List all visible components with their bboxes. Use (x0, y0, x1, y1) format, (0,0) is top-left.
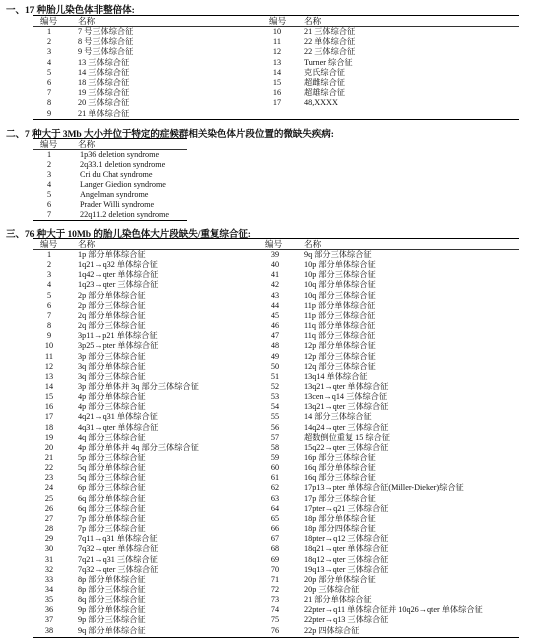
row-number: 17 (44, 412, 54, 422)
row-number: 43 (270, 290, 280, 300)
row-number: 50 (270, 361, 280, 371)
section1-bottom-rule (33, 119, 519, 120)
row-name: 14 部分三体综合征 (304, 412, 372, 422)
section3-title: 三、76 种大于 10Mb 的胎儿染色体大片段缺失/重复综合征: (6, 229, 251, 240)
row-name: 3q 部分三体综合征 (78, 371, 146, 381)
row-name: 克氏综合征 (304, 67, 345, 77)
row-name: 16q 部分三体综合征 (304, 473, 376, 483)
row-number: 7 (46, 210, 52, 219)
row-name: 7p 部分单体综合征 (78, 513, 146, 523)
row-number: 15 (272, 78, 282, 87)
row-number: 32 (44, 564, 54, 574)
row-name: 13q14 单体综合征 (304, 371, 368, 381)
row-name: 18 三体综合征 (78, 78, 130, 87)
row-name: 22pter→q11 单体综合征并 10q26→qter 单体综合征 (304, 605, 483, 615)
row-name: 21 三体综合征 (304, 27, 356, 36)
row-number: 1 (46, 250, 52, 259)
row-number: 8 (46, 321, 52, 331)
row-number: 10 (44, 341, 54, 351)
row-name: 20p 三体综合征 (304, 584, 360, 594)
row-name: 19 三体综合征 (78, 88, 130, 98)
row-name: 16p 部分三体综合征 (304, 453, 376, 462)
row-number: 13 (44, 371, 54, 381)
s3-right-name-header: 名称 (304, 239, 322, 249)
row-name: 18p 部分四体综合征 (304, 524, 376, 534)
row-number: 19 (44, 432, 54, 442)
row-name: 12q 部分三体综合征 (304, 361, 376, 371)
row-number: 16 (272, 88, 282, 98)
row-name: 2p 部分三体综合征 (78, 300, 146, 310)
row-number: 21 (44, 453, 54, 462)
row-number: 49 (270, 351, 280, 361)
row-name: 4q21→q31 单体综合征 (78, 412, 158, 422)
row-number: 33 (44, 574, 54, 584)
row-name: 9q 部分单体综合征 (78, 625, 146, 635)
row-number: 55 (270, 412, 280, 422)
row-number: 53 (270, 392, 280, 402)
row-number: 15 (44, 392, 54, 402)
row-number: 4 (46, 280, 52, 290)
row-number: 9 (46, 331, 52, 341)
row-number: 6 (46, 78, 52, 87)
row-number: 44 (270, 300, 280, 310)
row-number: 11 (45, 351, 53, 361)
row-number: 13 (272, 57, 282, 67)
row-name: 4p 部分单体综合征 (78, 392, 146, 402)
row-number: 47 (270, 331, 280, 341)
row-number: 69 (270, 554, 280, 564)
row-name: 12p 部分三体综合征 (304, 351, 376, 361)
row-number: 65 (270, 513, 280, 523)
s1-left-num-header: 编号 (40, 16, 58, 26)
row-name: 10p 部分单体综合征 (304, 260, 376, 270)
section1-title: 一、17 种胎儿染色体非整倍体: (6, 5, 135, 16)
row-number: 1 (46, 150, 52, 159)
row-number: 27 (44, 513, 54, 523)
row-name: 14q24→qter 三体综合征 (304, 422, 389, 432)
row-number: 37 (44, 615, 54, 625)
row-name: 17pter→q21 三体综合征 (304, 503, 389, 513)
row-number: 76 (270, 625, 280, 635)
row-number: 40 (270, 260, 280, 270)
row-name: 9q 部分三体综合征 (304, 250, 372, 259)
row-number: 57 (270, 432, 280, 442)
row-name: 4q 部分三体综合征 (78, 432, 146, 442)
row-name: 22pter→q13 三体综合征 (304, 615, 389, 625)
row-number: 16 (44, 402, 54, 412)
row-number: 4 (46, 57, 52, 67)
row-number: 51 (270, 371, 280, 381)
section3-bottom-rule (33, 637, 519, 638)
row-number: 34 (44, 584, 54, 594)
row-number: 31 (44, 554, 54, 564)
row-number: 5 (46, 190, 52, 199)
row-number: 62 (270, 483, 280, 493)
row-name: Angelman syndrome (80, 190, 149, 199)
row-name: 17p13→pter 单体综合征(Miller-Dieker)综合征 (304, 483, 464, 493)
row-name: 7q11→q31 单体综合征 (78, 534, 158, 544)
row-name: 3p25→pter 单体综合征 (78, 341, 159, 351)
row-number: 12 (272, 47, 282, 57)
s2-name-header: 名称 (78, 139, 96, 149)
row-number: 6 (46, 300, 52, 310)
row-number: 73 (270, 595, 280, 605)
s3-left-name-header: 名称 (78, 239, 96, 249)
row-number: 2 (46, 260, 52, 270)
row-name: 48,XXXX (304, 98, 338, 108)
row-number: 68 (270, 544, 280, 554)
row-number: 3 (46, 270, 52, 280)
s2-num-header: 编号 (40, 139, 58, 149)
row-name: 22 单体综合征 (304, 37, 356, 47)
row-number: 54 (270, 402, 280, 412)
row-name: 13 三体综合征 (78, 57, 130, 67)
row-name: 4p 部分三体综合征 (78, 402, 146, 412)
row-number: 3 (46, 170, 52, 179)
row-number: 29 (44, 534, 54, 544)
row-number: 36 (44, 605, 54, 615)
s3-right-num-header: 编号 (265, 239, 283, 249)
row-name: 20 三体综合征 (78, 98, 130, 108)
row-name: 7q32→qter 三体综合征 (78, 564, 159, 574)
row-number: 30 (44, 544, 54, 554)
row-name: 2q 部分三体综合征 (78, 321, 146, 331)
row-name: 11q 部分单体综合征 (304, 321, 376, 331)
row-name: 3p 部分单体并 3q 部分三体综合征 (78, 381, 199, 391)
row-number: 23 (44, 473, 54, 483)
row-name: 8q 部分三体综合征 (78, 595, 146, 605)
row-name: Langer Giedion syndrome (80, 180, 166, 189)
row-number: 58 (270, 442, 280, 452)
row-number: 61 (270, 473, 280, 483)
row-name: 22q11.2 deletion syndrome (80, 210, 170, 219)
row-number: 18 (44, 422, 54, 432)
row-number: 71 (270, 574, 280, 584)
row-number: 28 (44, 524, 54, 534)
row-name: 14 三体综合征 (78, 67, 130, 77)
row-name: 18q12→qter 三体综合征 (304, 554, 389, 564)
s1-left-name-header: 名称 (78, 16, 96, 26)
row-number: 72 (270, 584, 280, 594)
row-name: 13q21→qter 三体综合征 (304, 402, 389, 412)
row-name: 5q 部分单体综合征 (78, 463, 146, 473)
row-name: 15q22→qter 三体综合征 (304, 442, 389, 452)
row-name: 超雌综合征 (304, 78, 345, 87)
row-number: 22 (44, 463, 54, 473)
row-name: 9p 部分单体综合征 (78, 605, 146, 615)
row-number: 38 (44, 625, 54, 635)
row-number: 7 (46, 310, 52, 320)
row-number: 64 (270, 503, 280, 513)
s1-right-name-header: 名称 (304, 16, 322, 26)
row-number: 75 (270, 615, 280, 625)
row-number: 6 (46, 200, 52, 209)
row-name: 超数倒位重复 15 综合征 (304, 432, 390, 442)
row-number: 46 (270, 321, 280, 331)
row-name: 20p 部分单体综合征 (304, 574, 376, 584)
row-name: 18p 部分单体综合征 (304, 513, 376, 523)
row-name: 8p 部分单体综合征 (78, 574, 146, 584)
row-number: 66 (270, 524, 280, 534)
row-number: 9 (46, 108, 52, 118)
row-number: 59 (270, 453, 280, 462)
row-name: 4p 部分单体并 4q 部分三体综合征 (78, 442, 199, 452)
section2-title: 二、7 种大于 3Mb 大小并位于特定的症候群相关染色体片段位置的微缺失疾病: (6, 129, 334, 140)
row-name: 11q 部分三体综合征 (304, 331, 376, 341)
row-number: 1 (46, 27, 52, 36)
row-number: 12 (44, 361, 54, 371)
row-name: 6p 部分三体综合征 (78, 483, 146, 493)
row-name: 3p11→p21 单体综合征 (78, 331, 158, 341)
row-name: 1q23→qter 三体综合征 (78, 280, 159, 290)
row-name: 18q21→qter 单体综合征 (304, 544, 389, 554)
row-name: 7q32→qter 单体综合征 (78, 544, 159, 554)
row-number: 67 (270, 534, 280, 544)
row-name: 6q 部分单体综合征 (78, 493, 146, 503)
row-name: 17p 部分三体综合征 (304, 493, 376, 503)
row-name: 5p 部分三体综合征 (78, 453, 146, 462)
row-name: Cri du Chat syndrome (80, 170, 153, 179)
row-name: 超雄综合征 (304, 88, 345, 98)
row-name: 11p 部分三体综合征 (304, 310, 376, 320)
row-number: 3 (46, 47, 52, 57)
section2-bottom-rule (33, 220, 187, 221)
row-name: 19q13→qter 三体综合征 (304, 564, 389, 574)
row-number: 24 (44, 483, 54, 493)
row-number: 52 (270, 381, 280, 391)
s3-left-num-header: 编号 (40, 239, 58, 249)
row-name: 9 号三体综合征 (78, 47, 134, 57)
row-number: 63 (270, 493, 280, 503)
row-number: 14 (272, 67, 282, 77)
row-number: 2 (46, 160, 52, 169)
row-name: 1p 部分单体综合征 (78, 250, 146, 259)
row-name: 9p 部分三体综合征 (78, 615, 146, 625)
row-name: 22 三体综合征 (304, 47, 356, 57)
row-number: 41 (270, 270, 280, 280)
row-name: 6q 部分三体综合征 (78, 503, 146, 513)
row-number: 45 (270, 310, 280, 320)
row-name: 22p 四体综合征 (304, 625, 360, 635)
row-name: 2p 部分单体综合征 (78, 290, 146, 300)
row-number: 20 (44, 442, 54, 452)
row-name: 2q 部分单体综合征 (78, 310, 146, 320)
row-number: 56 (270, 422, 280, 432)
row-name: 11p 部分单体综合征 (304, 300, 376, 310)
row-number: 70 (270, 564, 280, 574)
row-name: 3p 部分三体综合征 (78, 351, 146, 361)
row-number: 8 (46, 98, 52, 108)
row-name: 1q42→qter 单体综合征 (78, 270, 159, 280)
row-number: 11 (273, 37, 281, 47)
row-number: 42 (270, 280, 280, 290)
row-name: 3q 部分单体综合征 (78, 361, 146, 371)
row-name: 21 单体综合征 (78, 108, 130, 118)
row-name: 1q21→q32 单体综合征 (78, 260, 158, 270)
row-number: 35 (44, 595, 54, 605)
row-number: 7 (46, 88, 52, 98)
row-number: 5 (46, 290, 52, 300)
row-number: 4 (46, 180, 52, 189)
row-name: 4q31→qter 单体综合征 (78, 422, 159, 432)
row-name: 12p 部分单体综合征 (304, 341, 376, 351)
row-name: 7q21→q31 三体综合征 (78, 554, 158, 564)
row-name: 5q 部分三体综合征 (78, 473, 146, 483)
row-name: 16q 部分单体综合征 (304, 463, 376, 473)
row-number: 60 (270, 463, 280, 473)
row-name: 8p 部分三体综合征 (78, 584, 146, 594)
row-number: 2 (46, 37, 52, 47)
row-number: 26 (44, 503, 54, 513)
row-name: Turner 综合征 (304, 57, 353, 67)
row-number: 5 (46, 67, 52, 77)
row-name: 13q21→qter 单体综合征 (304, 381, 389, 391)
row-name: 10q 部分三体综合征 (304, 290, 376, 300)
row-name: 10q 部分单体综合征 (304, 280, 376, 290)
s1-right-num-header: 编号 (269, 16, 287, 26)
row-name: 7p 部分三体综合征 (78, 524, 146, 534)
row-name: 21 部分单体综合征 (304, 595, 372, 605)
row-name: 13cen→q14 三体综合征 (304, 392, 388, 402)
row-name: 7 号三体综合征 (78, 27, 134, 36)
row-number: 17 (272, 98, 282, 108)
row-number: 39 (270, 250, 280, 259)
row-name: 8 号三体综合征 (78, 37, 134, 47)
row-name: Prader Willi syndrome (80, 200, 155, 209)
row-name: 18pter→q12 三体综合征 (304, 534, 389, 544)
row-number: 10 (272, 27, 282, 36)
row-name: 2q33.1 deletion syndrome (80, 160, 166, 169)
row-name: 10p 部分三体综合征 (304, 270, 376, 280)
row-number: 25 (44, 493, 54, 503)
row-number: 14 (44, 381, 54, 391)
row-number: 74 (270, 605, 280, 615)
row-number: 48 (270, 341, 280, 351)
row-name: 1p36 deletion syndrome (80, 150, 160, 159)
